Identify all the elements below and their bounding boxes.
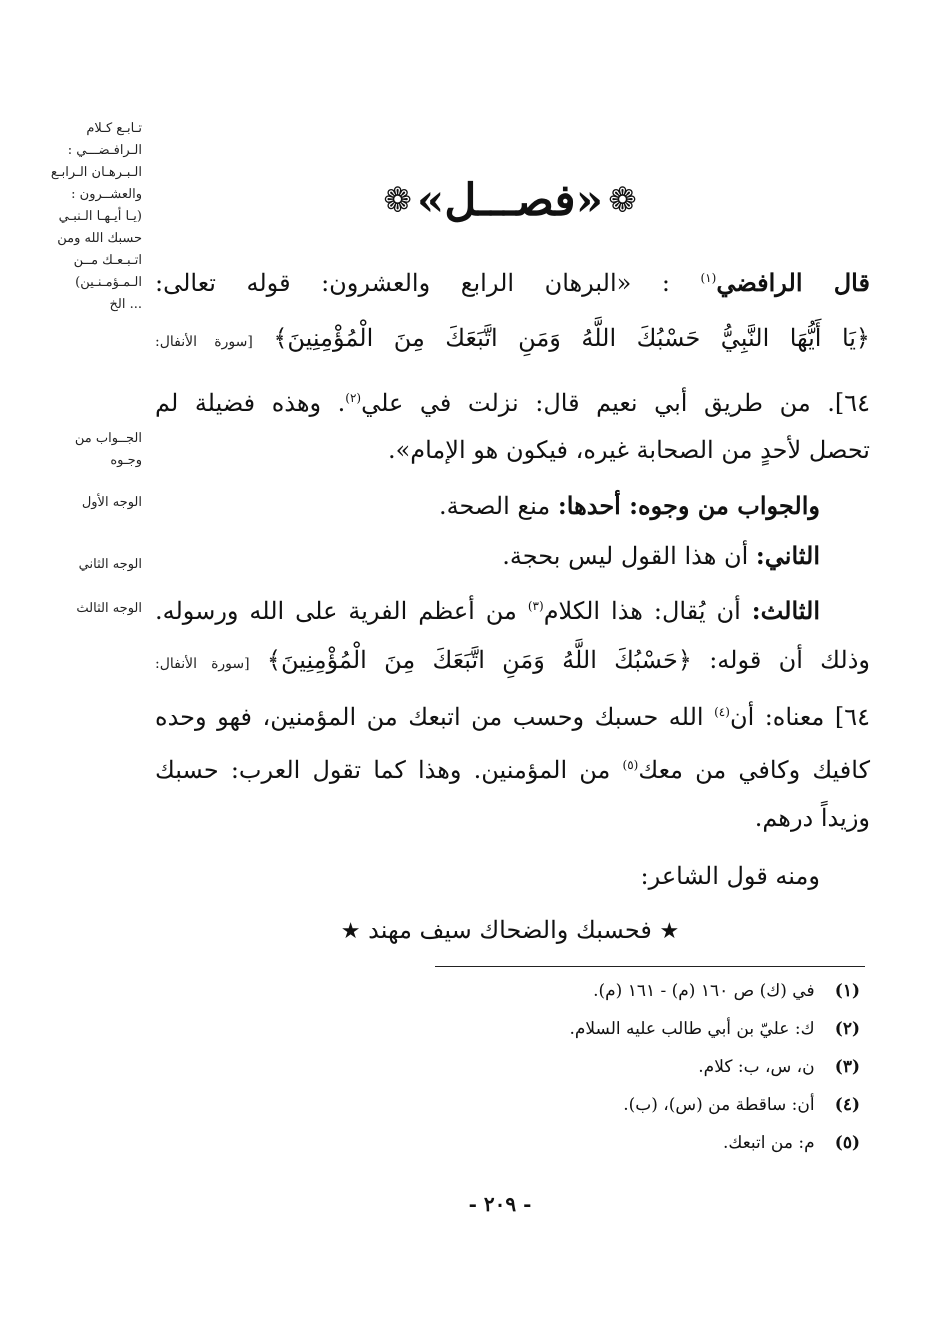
body-line bbox=[155, 258, 870, 303]
footnote-number: (٤) bbox=[834, 1095, 860, 1115]
footnote-number: (٥) bbox=[834, 1133, 860, 1153]
body-text: تحصل لأحدٍ من الصحابة غيره، فيكون هو الإمام». bbox=[387, 436, 870, 464]
body-line bbox=[155, 856, 820, 896]
margin-note-line: الـرافـضـــي : bbox=[67, 143, 142, 158]
body-text: وزيداً درهم. bbox=[754, 804, 870, 832]
body-text: الله حسبك وحسب من اتبعك من المؤمنين، فهو وحده bbox=[155, 703, 704, 731]
body-text: أن هذا القول ليس بحجة. bbox=[502, 542, 749, 570]
margin-note-line: تـابـع كـلام bbox=[86, 121, 142, 136]
margin-note-line: والعشــرون : bbox=[71, 187, 142, 202]
body-line bbox=[155, 640, 870, 684]
body-line bbox=[155, 536, 820, 576]
footnote-item bbox=[260, 1048, 860, 1086]
quran-verse: ﴿يَا أَيُّهَا النَّبِيُّ حَسْبُكَ اللَّهُ وَمَنِ اتَّبَعَكَ مِنَ الْمُؤْمِنِينَ﴾ bbox=[273, 324, 870, 352]
star-icon: ★ bbox=[340, 919, 361, 944]
surah-reference: [سورة الأنفال: bbox=[155, 656, 250, 672]
body-line bbox=[155, 692, 870, 737]
footnote-item bbox=[260, 1086, 860, 1124]
footnote-marker: (٥) bbox=[622, 758, 639, 772]
footnotes bbox=[260, 972, 860, 1162]
ornament-icon: ❁ bbox=[608, 180, 637, 221]
margin-note-rafidi-continuation bbox=[20, 118, 142, 316]
poetry-verse bbox=[150, 910, 870, 952]
margin-note-line: الجــواب من bbox=[74, 431, 142, 446]
body-line bbox=[155, 378, 870, 423]
margin-note-third-aspect bbox=[20, 598, 142, 620]
aspect-label: الثاني: bbox=[755, 541, 820, 570]
margin-note-line: ... الخ bbox=[109, 297, 142, 312]
footnote-text: في (ك) ص ١٦٠ (م) - ١٦١ (م). bbox=[593, 981, 815, 1001]
margin-note-line: الوجه الأول bbox=[81, 495, 142, 510]
margin-note-line: حسبك الله ومن bbox=[57, 231, 142, 246]
margin-note-line: الـمـؤمـنـين) bbox=[75, 275, 142, 290]
answer-label: والجواب من وجوه: أحدها: bbox=[557, 491, 820, 520]
footnote-text: م: من اتبعك. bbox=[722, 1133, 815, 1153]
footnote-number: (٢) bbox=[834, 1019, 860, 1039]
body-text: أن يُقال: هذا الكلام bbox=[543, 597, 741, 625]
body-text: ٦٤] معناه: أن bbox=[729, 703, 870, 731]
section-title: «فصـــل» bbox=[416, 175, 604, 226]
body-line bbox=[155, 798, 870, 838]
footnote-item bbox=[260, 972, 860, 1010]
verse-text: فحسبك والضحاك سيف مهند bbox=[368, 916, 652, 944]
body-line bbox=[155, 318, 870, 362]
body-line bbox=[155, 486, 820, 526]
margin-note-line: (يـا أيـهـا الـنبـي bbox=[58, 209, 142, 224]
star-icon: ★ bbox=[659, 919, 680, 944]
margin-note-first-aspect bbox=[20, 492, 142, 514]
footnote-marker: (٢) bbox=[345, 391, 362, 405]
footnote-text: أن: ساقطة من (س)، (ب). bbox=[623, 1095, 815, 1115]
body-text: ومنه قول الشاعر: bbox=[640, 862, 820, 890]
margin-note-line: وجـوه bbox=[110, 453, 142, 468]
body-text: ٦٤]. من طريق أبي نعيم قال: نزلت في علي bbox=[361, 389, 870, 417]
footnote-text: ن، س، ب: كلام. bbox=[698, 1057, 815, 1077]
body-text: من أعظم الفرية على الله ورسوله. bbox=[155, 597, 517, 625]
margin-note-second-aspect bbox=[20, 554, 142, 576]
margin-note-line: اتـبـعـك مــن bbox=[73, 253, 142, 268]
footnote-item bbox=[260, 1124, 860, 1162]
body-text: من المؤمنين. وهذا كما تقول العرب: حسبك bbox=[155, 756, 611, 784]
speaker-label: قال الرافضي bbox=[716, 268, 870, 297]
margin-note-answer bbox=[20, 428, 142, 472]
footnote-marker: (١) bbox=[700, 271, 717, 285]
footnote-text: ك: عليّ بن أبي طالب عليه السلام. bbox=[569, 1019, 815, 1039]
aspect-label: الثالث: bbox=[751, 596, 820, 625]
margin-note-line: الوجه الثالث bbox=[76, 601, 142, 616]
footnote-divider bbox=[435, 966, 865, 967]
ornament-icon: ❁ bbox=[383, 180, 412, 221]
section-heading bbox=[150, 175, 870, 245]
margin-note-line: الوجه الثاني bbox=[78, 557, 142, 572]
body-text: كافيك وكافي من معك bbox=[638, 756, 870, 784]
body-line bbox=[155, 745, 870, 790]
margin-note-line: الـبـرهـان الـرابـع bbox=[50, 165, 142, 180]
footnote-marker: (٣) bbox=[527, 599, 544, 613]
body-text: منع الصحة. bbox=[438, 492, 551, 520]
footnote-item bbox=[260, 1010, 860, 1048]
body-line bbox=[155, 430, 870, 470]
footnote-number: (٣) bbox=[834, 1057, 860, 1077]
body-text: : «البرهان الرابع والعشرون: قوله تعالى: bbox=[155, 269, 670, 297]
footnote-number: (١) bbox=[834, 981, 860, 1001]
footnote-marker: (٤) bbox=[714, 705, 730, 719]
body-text: وذلك أن قوله: bbox=[709, 646, 870, 674]
body-text: . وهذه فضيلة لم bbox=[155, 389, 346, 417]
page-number: - ٢٠٩ - bbox=[468, 1192, 532, 1216]
surah-reference: [سورة الأنفال: bbox=[155, 334, 253, 350]
quran-verse: ﴿حَسْبُكَ اللَّهُ وَمَنِ اتَّبَعَكَ مِنَ الْمُؤْمِنِينَ﴾ bbox=[266, 646, 692, 674]
body-line bbox=[155, 586, 820, 631]
